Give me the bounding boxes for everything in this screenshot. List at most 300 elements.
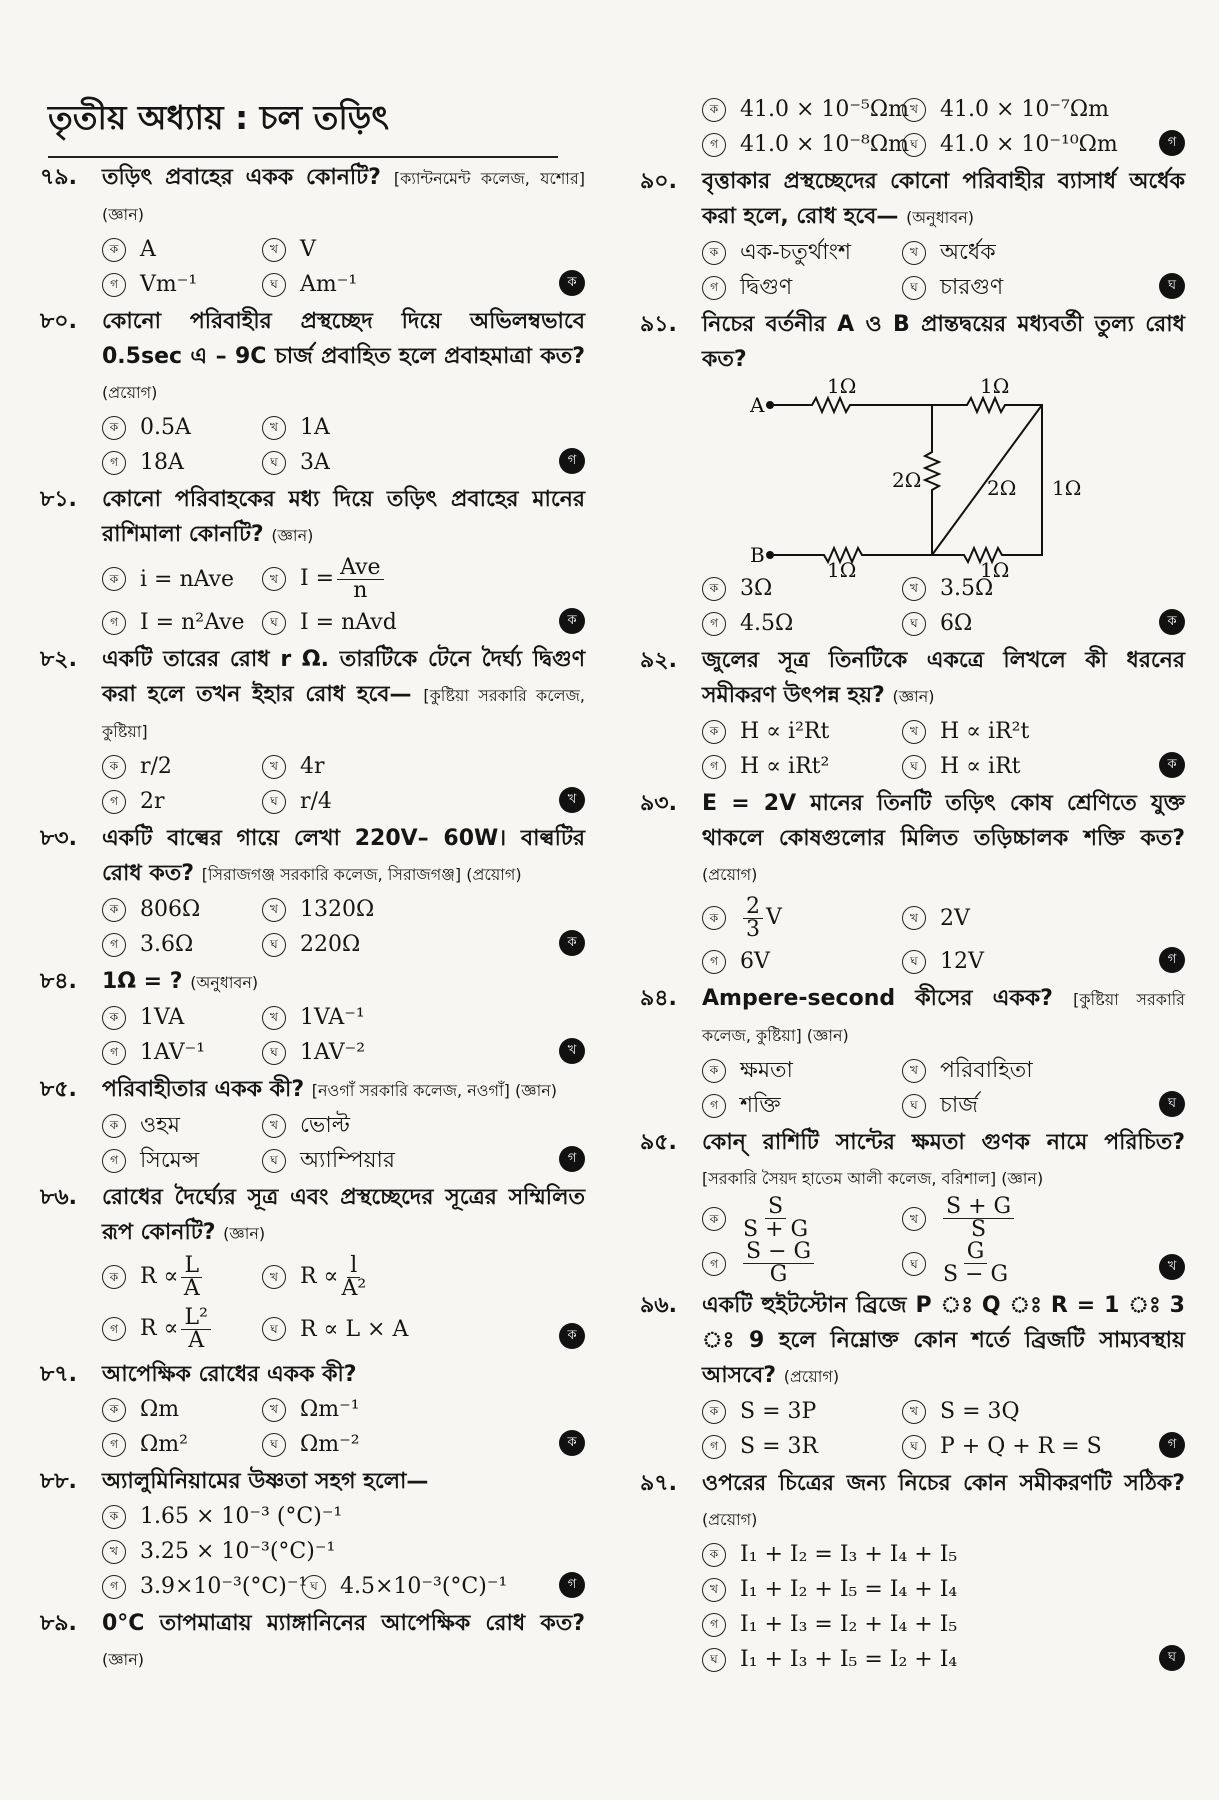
answer-option[interactable] xyxy=(702,749,902,784)
option-value: অর্ধেক xyxy=(940,240,996,265)
question-item xyxy=(640,1466,1185,1677)
question-number: ৯৪. xyxy=(640,986,677,1011)
option-value: ক্ষমতা xyxy=(740,1058,793,1083)
options-group xyxy=(102,1499,585,1604)
answer-option[interactable] xyxy=(102,892,262,927)
option-value: 41.0 × 10⁻⁷Ωm xyxy=(940,97,1109,122)
options-group xyxy=(102,892,585,962)
question-text xyxy=(102,1180,585,1251)
options-group xyxy=(102,232,585,302)
option-value: 41.0 × 10⁻⁵Ωm xyxy=(740,97,909,122)
option-value: এক-চতুর্থাংশ xyxy=(740,240,852,265)
question-text xyxy=(102,642,585,749)
correct-answer-badge: গ xyxy=(1159,947,1185,973)
question-stem: রোধের দৈর্ঘ্যের সূত্র এবং প্রস্থচ্ছেদের সূত্রের সম্মিলিত রূপ কোনটি? xyxy=(102,1185,585,1245)
question-stem: নিচের বর্তনীর A ও B প্রান্তদ্বয়ের মধ্যবর্তী তুল্য রোধ কত? xyxy=(702,312,1185,372)
answer-option[interactable] xyxy=(902,606,1102,641)
option-label-icon: ক xyxy=(102,1006,126,1030)
answer-option[interactable] xyxy=(262,1108,432,1143)
question-text xyxy=(702,643,1185,714)
answer-option[interactable] xyxy=(262,1000,432,1035)
question-number: ৮৯. xyxy=(40,1611,77,1636)
answer-option[interactable] xyxy=(702,571,902,606)
option-value: 1AV⁻¹ xyxy=(140,1040,206,1065)
chapter-title: তৃতীয় অধ্যায় : চল তড়িৎ xyxy=(48,92,558,158)
option-label-icon: ক xyxy=(102,1505,126,1529)
option-prefix: R ∝ xyxy=(140,1316,179,1341)
answer-option[interactable] xyxy=(702,127,909,162)
option-label-icon: গ xyxy=(702,612,726,636)
answer-option[interactable] xyxy=(702,892,902,944)
option-label-icon: ক xyxy=(702,1400,726,1424)
answer-option[interactable] xyxy=(262,1303,432,1355)
correct-answer-badge: ক xyxy=(559,1323,585,1349)
answer-option[interactable] xyxy=(702,1429,902,1464)
question-stem: অ্যালুমিনিয়ামের উষ্ণতা সহগ হলো— xyxy=(102,1469,429,1494)
answer-option[interactable] xyxy=(102,1534,502,1569)
fraction-numerator: S + G xyxy=(943,1196,1014,1219)
option-value: R ∝ L × A xyxy=(300,1316,409,1342)
option-value: H ∝ iRt xyxy=(940,754,1021,779)
option-value: 0.5A xyxy=(140,415,191,440)
option-label-icon: খ xyxy=(902,906,926,930)
resistor-label: 1Ω xyxy=(1052,476,1082,500)
question-text xyxy=(102,1072,585,1108)
question-number: ৮৫. xyxy=(40,1077,77,1102)
answer-option[interactable] xyxy=(102,445,262,480)
answer-option[interactable] xyxy=(902,92,1109,127)
answer-option[interactable] xyxy=(902,1429,1102,1464)
question-header xyxy=(40,482,585,553)
answer-option[interactable] xyxy=(262,1035,432,1070)
question-text xyxy=(102,482,585,553)
option-label-icon: ক xyxy=(702,720,726,744)
question-text xyxy=(102,821,585,892)
option-label-icon: ঘ xyxy=(262,611,286,635)
option-label-icon: গ xyxy=(702,755,726,779)
option-suffix: V xyxy=(766,905,782,930)
question-item xyxy=(640,643,1185,784)
question-stem: কোনো পরিবাহকের মধ্য দিয়ে তড়িৎ প্রবাহের মানের রাশিমালা কোনটি? xyxy=(102,487,585,547)
option-value: I = nAvd xyxy=(300,610,397,635)
option-label-icon: ঘ xyxy=(902,1094,926,1118)
question-source-tag: [কুষ্টিয়া সরকারি কলেজ, কুষ্টিয়া] (জ্ঞান) xyxy=(702,990,1185,1045)
option-label-icon: খ xyxy=(102,1540,126,1564)
answer-option[interactable] xyxy=(262,892,432,927)
question-stem: ওপরের চিত্রের জন্য নিচের কোন সমীকরণটি সঠিক? xyxy=(702,1471,1185,1496)
option-value: r/4 xyxy=(300,789,332,814)
option-value: ওহম xyxy=(140,1113,180,1138)
answer-option[interactable] xyxy=(262,1392,432,1427)
answer-option[interactable] xyxy=(102,1000,262,1035)
question-text xyxy=(702,786,1185,892)
question-stem: আপেক্ষিক রোধের একক কী? xyxy=(102,1362,357,1387)
question-number: ৮৬. xyxy=(40,1185,77,1210)
option-label-icon: ক xyxy=(102,1265,126,1289)
fraction-denominator: 3 xyxy=(746,916,760,942)
question-stem: পরিবাহীতার একক কী? xyxy=(102,1077,305,1102)
option-value: 18A xyxy=(140,450,184,475)
question-text xyxy=(702,164,1185,235)
question-header xyxy=(40,1072,585,1108)
answer-option[interactable] xyxy=(702,1088,902,1123)
question-source-tag: [কুষ্টিয়া সরকারি কলেজ, কুষ্টিয়া] xyxy=(102,686,585,741)
answer-option[interactable] xyxy=(902,1088,1102,1123)
answer-option[interactable] xyxy=(262,1427,432,1462)
question-number: ৯৭. xyxy=(640,1471,677,1496)
options-group xyxy=(102,1108,585,1178)
question-header xyxy=(640,164,1185,235)
option-label-icon: গ xyxy=(702,1252,726,1276)
answer-option[interactable] xyxy=(262,927,432,962)
option-label-icon: খ xyxy=(262,238,286,262)
question-stem: Ampere-second কীসের একক? xyxy=(702,986,1053,1011)
question-stem: একটি তারের রোধ r Ω. তারটিকে টেনে দৈর্ঘ্য দ্বিগুণ করা হলে তখন ইহার রোধ হবে— xyxy=(102,647,585,707)
correct-answer-badge: ক xyxy=(1159,609,1185,635)
option-value: 4r xyxy=(300,754,325,779)
options-group xyxy=(702,714,1185,784)
fraction-numerator: 2 xyxy=(743,896,763,919)
option-value: 4.5×10⁻³(°C)⁻¹ xyxy=(340,1574,508,1599)
option-label-icon: ক xyxy=(702,98,726,122)
question-item xyxy=(640,786,1185,979)
options-group xyxy=(702,1053,1185,1123)
answer-option[interactable] xyxy=(702,1053,902,1088)
option-label-icon: খ xyxy=(902,577,926,601)
fraction xyxy=(943,1241,1008,1286)
option-label-icon: খ xyxy=(262,1265,286,1289)
answer-option[interactable] xyxy=(102,605,262,640)
fraction xyxy=(181,1304,210,1353)
fraction-denominator: S + G xyxy=(743,1217,809,1242)
resistor-label: 1Ω xyxy=(980,374,1010,398)
question-item xyxy=(640,307,1185,641)
option-label-icon: ঘ xyxy=(262,1149,286,1173)
fraction-denominator: S − G xyxy=(943,1262,1009,1287)
question-text xyxy=(102,1464,585,1499)
question-source-tag: [নওগাঁ সরকারি কলেজ, নওগাঁ] (জ্ঞান) xyxy=(311,1081,557,1100)
answer-option[interactable] xyxy=(902,749,1102,784)
options-group xyxy=(702,571,1185,641)
question-number: ৮৭. xyxy=(40,1362,77,1387)
answer-option[interactable] xyxy=(702,1241,902,1286)
question-text xyxy=(102,1606,585,1677)
question-item xyxy=(40,1464,585,1604)
question-source-tag: (অনুধাবন) xyxy=(190,973,259,992)
answer-option[interactable] xyxy=(102,232,262,267)
correct-answer-badge: খ xyxy=(559,787,585,813)
right-column xyxy=(640,92,1185,1679)
option-label-icon: ক xyxy=(102,567,126,591)
option-value: 2V xyxy=(940,905,970,931)
question-number: ৮১. xyxy=(40,487,77,512)
question-item xyxy=(40,1357,585,1462)
answer-option[interactable] xyxy=(102,1569,308,1604)
option-value: I = n²Ave xyxy=(140,610,245,635)
answer-option[interactable] xyxy=(902,127,1118,162)
question-source-tag: (প্রয়োগ) xyxy=(702,865,758,884)
option-value: চার্জ xyxy=(940,1093,978,1118)
option-value: Vm⁻¹ xyxy=(140,272,198,297)
answer-option[interactable] xyxy=(262,410,432,445)
option-label-icon: গ xyxy=(102,273,126,297)
question-header xyxy=(640,1125,1185,1196)
answer-option[interactable] xyxy=(262,749,432,784)
option-value: 6V xyxy=(740,949,770,974)
option-label-icon: ঘ xyxy=(302,1575,326,1599)
option-label-icon: ঘ xyxy=(262,273,286,297)
question-header xyxy=(640,643,1185,714)
resistor-label: 1Ω xyxy=(827,374,857,398)
option-value: I₁ + I₂ + I₅ = I₄ + I₄ xyxy=(740,1577,958,1602)
question-item xyxy=(640,164,1185,305)
option-label-icon: ঘ xyxy=(902,612,926,636)
option-value: 1VA xyxy=(140,1005,185,1030)
option-value: Ωm⁻¹ xyxy=(300,1397,360,1422)
answer-option[interactable] xyxy=(102,410,262,445)
option-value: 1VA⁻¹ xyxy=(300,1005,365,1030)
option-value: ভোল্ট xyxy=(300,1113,350,1138)
question-header xyxy=(40,1464,585,1499)
answer-option[interactable] xyxy=(902,1241,1102,1286)
question-number: ৯১. xyxy=(640,312,677,337)
question-header xyxy=(40,1180,585,1251)
question-number: ৮৮. xyxy=(40,1469,77,1494)
option-value: A xyxy=(140,237,156,262)
fraction-denominator: n xyxy=(353,577,368,603)
option-label-icon: ক xyxy=(102,898,126,922)
answer-option[interactable] xyxy=(902,235,1102,270)
answer-option[interactable] xyxy=(702,270,902,305)
option-label-icon: ক xyxy=(702,1059,726,1083)
option-label-icon: গ xyxy=(102,1433,126,1457)
answer-option[interactable] xyxy=(702,235,902,270)
option-label-icon: গ xyxy=(102,790,126,814)
question-number: ৮০. xyxy=(40,309,77,334)
option-label-icon: ঘ xyxy=(262,790,286,814)
question-text xyxy=(102,1357,585,1392)
option-label-icon: ঘ xyxy=(902,755,926,779)
answer-option[interactable] xyxy=(902,270,1102,305)
answer-option[interactable] xyxy=(702,1196,902,1241)
correct-answer-badge: ক xyxy=(559,1430,585,1456)
option-label-icon: গ xyxy=(102,933,126,957)
option-label-icon: খ xyxy=(262,1398,286,1422)
option-label-icon: খ xyxy=(702,1578,726,1602)
answer-option[interactable] xyxy=(102,267,262,302)
answer-option[interactable] xyxy=(902,1196,1102,1241)
answer-option[interactable] xyxy=(302,1569,508,1604)
option-value: সিমেন্স xyxy=(140,1148,200,1173)
answer-option[interactable] xyxy=(102,1427,262,1462)
answer-option[interactable] xyxy=(902,892,1102,944)
option-prefix: R ∝ xyxy=(300,1264,339,1289)
answer-option[interactable] xyxy=(702,1572,1185,1607)
answer-option[interactable] xyxy=(102,927,262,962)
question-stem: তড়িৎ প্রবাহের একক কোনটি? xyxy=(102,165,381,190)
resistor-label: 2Ω xyxy=(987,476,1017,500)
option-value: P + Q + R = S xyxy=(940,1434,1102,1459)
option-label-icon: খ xyxy=(902,1207,926,1231)
question-header xyxy=(40,160,585,232)
answer-option[interactable] xyxy=(702,1642,1185,1677)
question-stem: একটি হুইটস্টোন ব্রিজে P ঃ Q ঃ R = 1 ঃ 3 ঃ 9 হলে নিম্নোক্ত কোন শর্তে ব্রিজটি সাম্যবস্থায় আসবে? xyxy=(702,1293,1185,1388)
answer-option[interactable] xyxy=(262,445,432,480)
question-header xyxy=(640,307,1185,377)
option-label-icon: গ xyxy=(702,1094,726,1118)
answer-option[interactable] xyxy=(102,553,262,605)
question-number: ৯০. xyxy=(640,169,677,194)
fraction xyxy=(337,554,383,603)
option-label-icon: গ xyxy=(102,1575,126,1599)
correct-answer-badge: ক xyxy=(559,270,585,296)
question-item xyxy=(40,642,585,819)
option-label-icon: খ xyxy=(262,755,286,779)
option-value: H ∝ iR²t xyxy=(940,719,1030,744)
question-header xyxy=(640,1466,1185,1537)
question-item xyxy=(640,92,1185,162)
correct-answer-badge: ক xyxy=(1159,752,1185,778)
correct-answer-badge: খ xyxy=(1159,1254,1185,1280)
option-value: 12V xyxy=(940,949,984,974)
correct-answer-badge: গ xyxy=(1159,130,1185,156)
option-value: শক্তি xyxy=(740,1093,781,1118)
question-number: ৮৩. xyxy=(40,826,77,851)
answer-option[interactable] xyxy=(902,1394,1102,1429)
question-header xyxy=(40,964,585,1000)
correct-answer-badge: ঘ xyxy=(1159,1645,1185,1671)
answer-option[interactable] xyxy=(702,1394,902,1429)
question-number: ৯২. xyxy=(640,648,677,673)
answer-option[interactable] xyxy=(102,1143,262,1178)
option-label-icon: ক xyxy=(102,238,126,262)
option-label-icon: খ xyxy=(262,1006,286,1030)
option-label-icon: ক xyxy=(702,906,726,930)
option-label-icon: ক xyxy=(102,416,126,440)
question-source-tag: (প্রয়োগ) xyxy=(702,1510,758,1529)
question-item xyxy=(40,482,585,640)
question-number: ৮২. xyxy=(40,647,77,672)
answer-option[interactable] xyxy=(262,232,432,267)
option-value: H ∝ i²Rt xyxy=(740,719,830,744)
option-label-icon: ক xyxy=(102,1114,126,1138)
resistor-label: 1Ω xyxy=(980,558,1010,582)
question-source-tag: (জ্ঞান) xyxy=(223,1224,266,1243)
answer-option[interactable] xyxy=(902,714,1102,749)
fraction-numerator: G xyxy=(964,1241,988,1264)
question-number: ৯৩. xyxy=(640,791,677,816)
answer-option[interactable] xyxy=(902,1053,1102,1088)
answer-option[interactable] xyxy=(102,1251,262,1303)
option-value: I₁ + I₃ + I₅ = I₂ + I₄ xyxy=(740,1647,958,1672)
answer-option[interactable] xyxy=(262,1251,432,1303)
option-label-icon: খ xyxy=(262,898,286,922)
question-header xyxy=(40,1606,585,1677)
option-label-icon: গ xyxy=(702,276,726,300)
option-label-icon: খ xyxy=(262,416,286,440)
answer-option[interactable] xyxy=(702,1607,1185,1642)
correct-answer-badge: ক xyxy=(559,930,585,956)
correct-answer-badge: গ xyxy=(559,1146,585,1172)
answer-option[interactable] xyxy=(702,1537,1185,1572)
answer-option[interactable] xyxy=(702,606,902,641)
answer-option[interactable] xyxy=(102,1303,262,1355)
question-item xyxy=(640,1125,1185,1286)
option-label-icon: ঘ xyxy=(262,1317,286,1341)
question-header xyxy=(640,1288,1185,1394)
question-number: ৭৯. xyxy=(40,165,77,190)
question-text xyxy=(702,1466,1185,1537)
option-value: 3.25 × 10⁻³(°C)⁻¹ xyxy=(140,1539,336,1564)
answer-option[interactable] xyxy=(102,1499,502,1534)
options-group xyxy=(702,92,1185,162)
option-value: H ∝ iRt² xyxy=(740,754,830,779)
answer-option[interactable] xyxy=(102,784,262,819)
fraction-numerator: S xyxy=(765,1196,786,1219)
answer-option[interactable] xyxy=(262,605,432,640)
option-label-icon: খ xyxy=(262,1114,286,1138)
answer-option[interactable] xyxy=(102,1392,262,1427)
answer-option[interactable] xyxy=(702,714,902,749)
option-label-icon: গ xyxy=(702,1435,726,1459)
answer-option[interactable] xyxy=(102,1035,262,1070)
option-label-icon: গ xyxy=(702,950,726,974)
options-group xyxy=(102,749,585,819)
resistor-label: 1Ω xyxy=(827,558,857,582)
answer-option[interactable] xyxy=(702,944,902,979)
fraction xyxy=(743,893,763,942)
question-source-tag: (প্রয়োগ) xyxy=(102,383,158,402)
answer-option[interactable] xyxy=(102,749,262,784)
fraction-denominator: A xyxy=(183,1275,200,1301)
question-source-tag: [সিরাজগঞ্জ সরকারি কলেজ, সিরাজগঞ্জ] (প্রয়োগ) xyxy=(201,865,522,884)
question-item xyxy=(40,1072,585,1178)
option-value: I₁ + I₃ = I₂ + I₄ + I₅ xyxy=(740,1612,958,1637)
option-value: পরিবাহিতা xyxy=(940,1058,1033,1083)
option-label-icon: খ xyxy=(262,567,286,591)
answer-option[interactable] xyxy=(102,1108,262,1143)
answer-option[interactable] xyxy=(902,571,1102,606)
question-number: ৯৫. xyxy=(640,1130,677,1155)
option-value: 6Ω xyxy=(940,611,973,636)
option-label-icon: ক xyxy=(702,577,726,601)
fraction-numerator: S − G xyxy=(743,1241,814,1264)
option-value: 806Ω xyxy=(140,897,201,922)
question-text xyxy=(702,1288,1185,1394)
answer-option[interactable] xyxy=(262,1143,432,1178)
question-text xyxy=(702,307,1185,377)
question-header xyxy=(40,821,585,892)
answer-option[interactable] xyxy=(262,784,432,819)
option-value: Ωm xyxy=(140,1397,180,1422)
resistor-label: 2Ω xyxy=(892,468,922,492)
answer-option[interactable] xyxy=(262,267,432,302)
option-value: r/2 xyxy=(140,754,172,779)
answer-option[interactable] xyxy=(702,92,909,127)
option-label-icon: গ xyxy=(102,1317,126,1341)
options-group xyxy=(102,1392,585,1462)
correct-answer-badge: ঘ xyxy=(1159,273,1185,299)
options-group xyxy=(102,1251,585,1355)
option-label-icon: ঘ xyxy=(702,1648,726,1672)
question-header xyxy=(40,304,585,410)
option-label-icon: ক xyxy=(702,1543,726,1567)
option-label-icon: খ xyxy=(902,241,926,265)
option-label-icon: গ xyxy=(102,451,126,475)
answer-option[interactable] xyxy=(262,553,432,605)
node-a-label: A xyxy=(750,393,765,417)
answer-option[interactable] xyxy=(902,944,1102,979)
